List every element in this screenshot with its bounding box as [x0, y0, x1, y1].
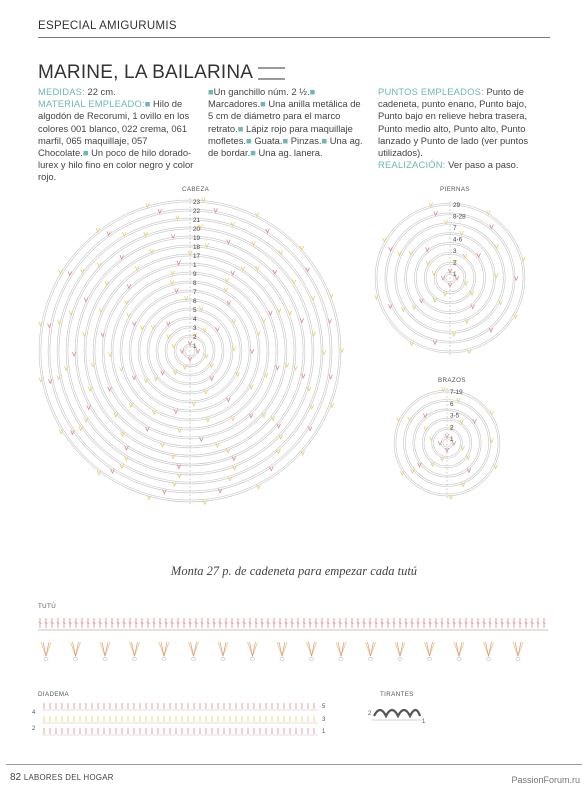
stitch-mark	[402, 308, 406, 312]
bullet-icon: ■	[237, 122, 244, 134]
material-text-2: Un poco de hilo dorado-lurex y hilo fino en color negro y color rojo.	[38, 147, 194, 183]
magazine-name: LABORES DEL HOGAR	[23, 773, 114, 782]
tirantes-diagram	[368, 700, 478, 730]
diadema-row-label: 2	[32, 726, 36, 732]
fan-stitch	[395, 642, 405, 656]
round-number: 2	[450, 424, 454, 432]
tutu-caption: Monta 27 p. de cadeneta para empezar cada tutú	[170, 564, 418, 578]
stitch-mark	[236, 372, 240, 376]
chain-loop	[369, 658, 373, 661]
chain-loop	[192, 658, 196, 661]
fan-stitch	[425, 642, 435, 656]
stitch-mark	[71, 430, 75, 434]
fan-stitch	[41, 642, 51, 656]
tool-4: Lápiz rojo para maquillaje mofletes.	[208, 122, 353, 146]
tool-5: Guata.	[251, 134, 283, 146]
round-number: 17	[193, 253, 201, 260]
realizacion-label: REALIZACIÓN:	[378, 159, 446, 171]
round-number: 7	[453, 225, 457, 232]
piernas-label: PIERNAS	[440, 186, 470, 193]
stitch-mark	[470, 291, 474, 295]
round-number: 22	[193, 208, 201, 215]
round-number: 7	[193, 289, 197, 296]
stitch-mark	[88, 387, 92, 391]
fan-stitch	[71, 642, 81, 656]
fan-stitch	[189, 642, 199, 656]
cabeza-label: CABEZA	[182, 186, 210, 193]
chain-loop	[74, 658, 78, 661]
material-text-1: Hilo de algodón de Recorumi, 1 ovillo en los colores 001 blanco, 022 crema, 061 marfil, 065 maquillaje, 057 Chocolate.	[38, 98, 190, 159]
fan-stitch	[336, 642, 346, 656]
brazos-label: BRAZOS	[438, 377, 466, 384]
fan-stitch	[366, 642, 376, 656]
chain-loop	[487, 658, 491, 661]
tool-1: Un ganchillo núm. 2 ½.	[213, 86, 310, 97]
bullet-icon: ■	[250, 147, 256, 159]
piernas-diagram	[370, 196, 540, 366]
chain-loop	[162, 658, 166, 661]
round-number: 20	[193, 226, 201, 233]
stitch-mark	[87, 405, 91, 409]
puntos-value: Punto de cadeneta, punto enano, Punto bajo, Punto bajo en relieve hebra trasera, Punto medio alto, Punto alto, Punto lanzado y Punto de lado (ver puntos utilizados).	[378, 86, 529, 159]
round-number: 1	[453, 271, 457, 278]
bullet-icon: ■	[321, 134, 328, 146]
diadema-row-label: 5	[322, 704, 326, 710]
round-number: 23	[193, 199, 201, 206]
stitch-mark	[264, 373, 268, 377]
bullet-icon: ■	[309, 86, 316, 97]
chain-loop	[44, 658, 48, 661]
tool-6: Pinzas.	[288, 134, 322, 146]
tutu-label: TUTÚ	[38, 603, 57, 610]
round-number: 2	[453, 259, 457, 267]
fan-stitch	[130, 642, 140, 656]
puntos-label: PUNTOS EMPLEADOS:	[378, 86, 484, 97]
round-number: 4-6	[453, 236, 463, 244]
round-number: 4	[193, 316, 197, 323]
stitch-mark	[466, 456, 470, 460]
diadema-row-label: 4	[32, 710, 36, 716]
round-number: 18	[193, 244, 201, 251]
bullet-icon: ■	[246, 134, 252, 146]
stitch-mark	[144, 379, 148, 383]
tirantes-row-label: 2	[368, 711, 372, 717]
round-number: 6	[193, 298, 197, 305]
round-number: 1	[193, 262, 197, 269]
brazos-diagram	[392, 386, 522, 516]
fan-stitch	[100, 642, 110, 656]
stitch-mark	[308, 427, 312, 431]
stitch-mark	[330, 403, 334, 407]
stitch-mark	[400, 471, 404, 475]
realizacion-value: Ver paso a paso.	[445, 159, 519, 171]
stitch-mark	[499, 301, 503, 305]
round-number: 8	[193, 280, 197, 287]
stitches-column	[378, 86, 544, 171]
chain-loop	[398, 658, 402, 661]
stitch-mark	[84, 418, 88, 422]
round-number: 3-5	[450, 412, 460, 420]
stitch-mark	[59, 430, 63, 434]
tirantes-row-label: 1	[422, 719, 426, 725]
round-number: 2	[193, 334, 197, 341]
stitch-mark	[204, 354, 208, 358]
diadema-diagram	[30, 700, 340, 740]
chain-loop	[221, 658, 225, 661]
medidas-label: MEDIDAS:	[38, 86, 85, 97]
round-number: 6	[450, 400, 454, 408]
section-tag: ESPECIAL AMIGURUMIS	[38, 20, 177, 32]
round-number: 1	[450, 436, 454, 443]
watermark: PassionForum.ru	[511, 775, 580, 785]
bullet-icon: ■	[260, 98, 266, 110]
round-number: 8-28	[453, 213, 466, 221]
strap-loops	[374, 710, 420, 716]
bullet-icon: ■	[144, 98, 151, 110]
tool-8: Una ag. lanera.	[255, 147, 323, 159]
round-number: 5	[193, 307, 197, 314]
stitch-mark	[307, 387, 311, 391]
stitch-mark	[108, 387, 112, 391]
round-ring-inner	[395, 391, 499, 495]
diadema-row-label: 1	[322, 729, 326, 735]
tool-2: Marcadores.	[208, 98, 261, 110]
page-title: MARINE, LA BAILARINA	[38, 62, 254, 83]
diadema-row-label: 3	[322, 717, 326, 723]
title-row	[38, 62, 284, 84]
spools-icon	[259, 68, 284, 79]
round-ring-inner	[423, 419, 471, 467]
stitch-mark	[388, 304, 392, 308]
round-number: 9	[193, 271, 197, 278]
chain-loop	[428, 658, 432, 661]
tutu-diagram	[36, 612, 552, 672]
chain-loop	[310, 658, 314, 661]
cabeza-diagram	[40, 196, 340, 506]
medidas-value: 22 cm.	[84, 86, 116, 97]
stitch-mark	[132, 376, 136, 380]
tool-7: Una ag. de bordar.	[208, 134, 363, 159]
chain-loop	[103, 658, 107, 661]
spool-icon	[259, 68, 266, 79]
stitch-mark	[210, 364, 214, 368]
material-label: MATERIAL EMPLEADO:	[38, 98, 145, 110]
fan-stitch	[454, 642, 464, 656]
tirantes-label: TIRANTES	[380, 691, 414, 698]
materials-column	[38, 86, 200, 184]
chain-loop	[133, 658, 137, 661]
chain-loop	[457, 658, 461, 661]
tool-3: Una anilla metálica de 5 cm de diámetro para el marco retrato.	[208, 98, 361, 134]
stitch-mark	[249, 385, 253, 389]
fan-stitch	[484, 642, 494, 656]
bullet-icon: ■	[282, 134, 289, 146]
fan-stitch	[307, 642, 317, 656]
fan-stitch	[218, 642, 228, 656]
fan-stitch	[159, 642, 169, 656]
round-number: 21	[193, 217, 201, 224]
fan-stitch	[248, 642, 258, 656]
top-rule	[38, 37, 550, 38]
stitch-mark	[310, 405, 314, 409]
diadema-label: DIADEMA	[38, 691, 69, 698]
tools-column	[208, 86, 368, 159]
stitch-mark	[514, 314, 518, 318]
bottom-rule	[6, 764, 582, 765]
stitch-mark	[464, 281, 468, 285]
chain-loop	[339, 658, 343, 661]
round-number: 3	[453, 248, 457, 255]
fan-stitch	[513, 642, 523, 656]
stitch-mark	[494, 465, 498, 469]
spool-icon	[277, 68, 284, 79]
round-number: 7-19	[450, 389, 463, 396]
page-number: 82	[10, 772, 22, 783]
bullet-icon: ■	[208, 86, 214, 97]
stitch-mark	[461, 446, 465, 450]
fan-stitch	[277, 642, 287, 656]
chain-loop	[280, 658, 284, 661]
round-number: 3	[193, 325, 197, 332]
bullet-icon: ■	[82, 147, 89, 159]
round-number: 1	[193, 343, 197, 350]
round-number: 19	[193, 235, 201, 242]
chain-loop	[251, 658, 255, 661]
chain-loop	[516, 658, 520, 661]
footer	[10, 772, 114, 783]
round-number: 29	[453, 202, 461, 209]
spool-icon	[268, 68, 275, 79]
